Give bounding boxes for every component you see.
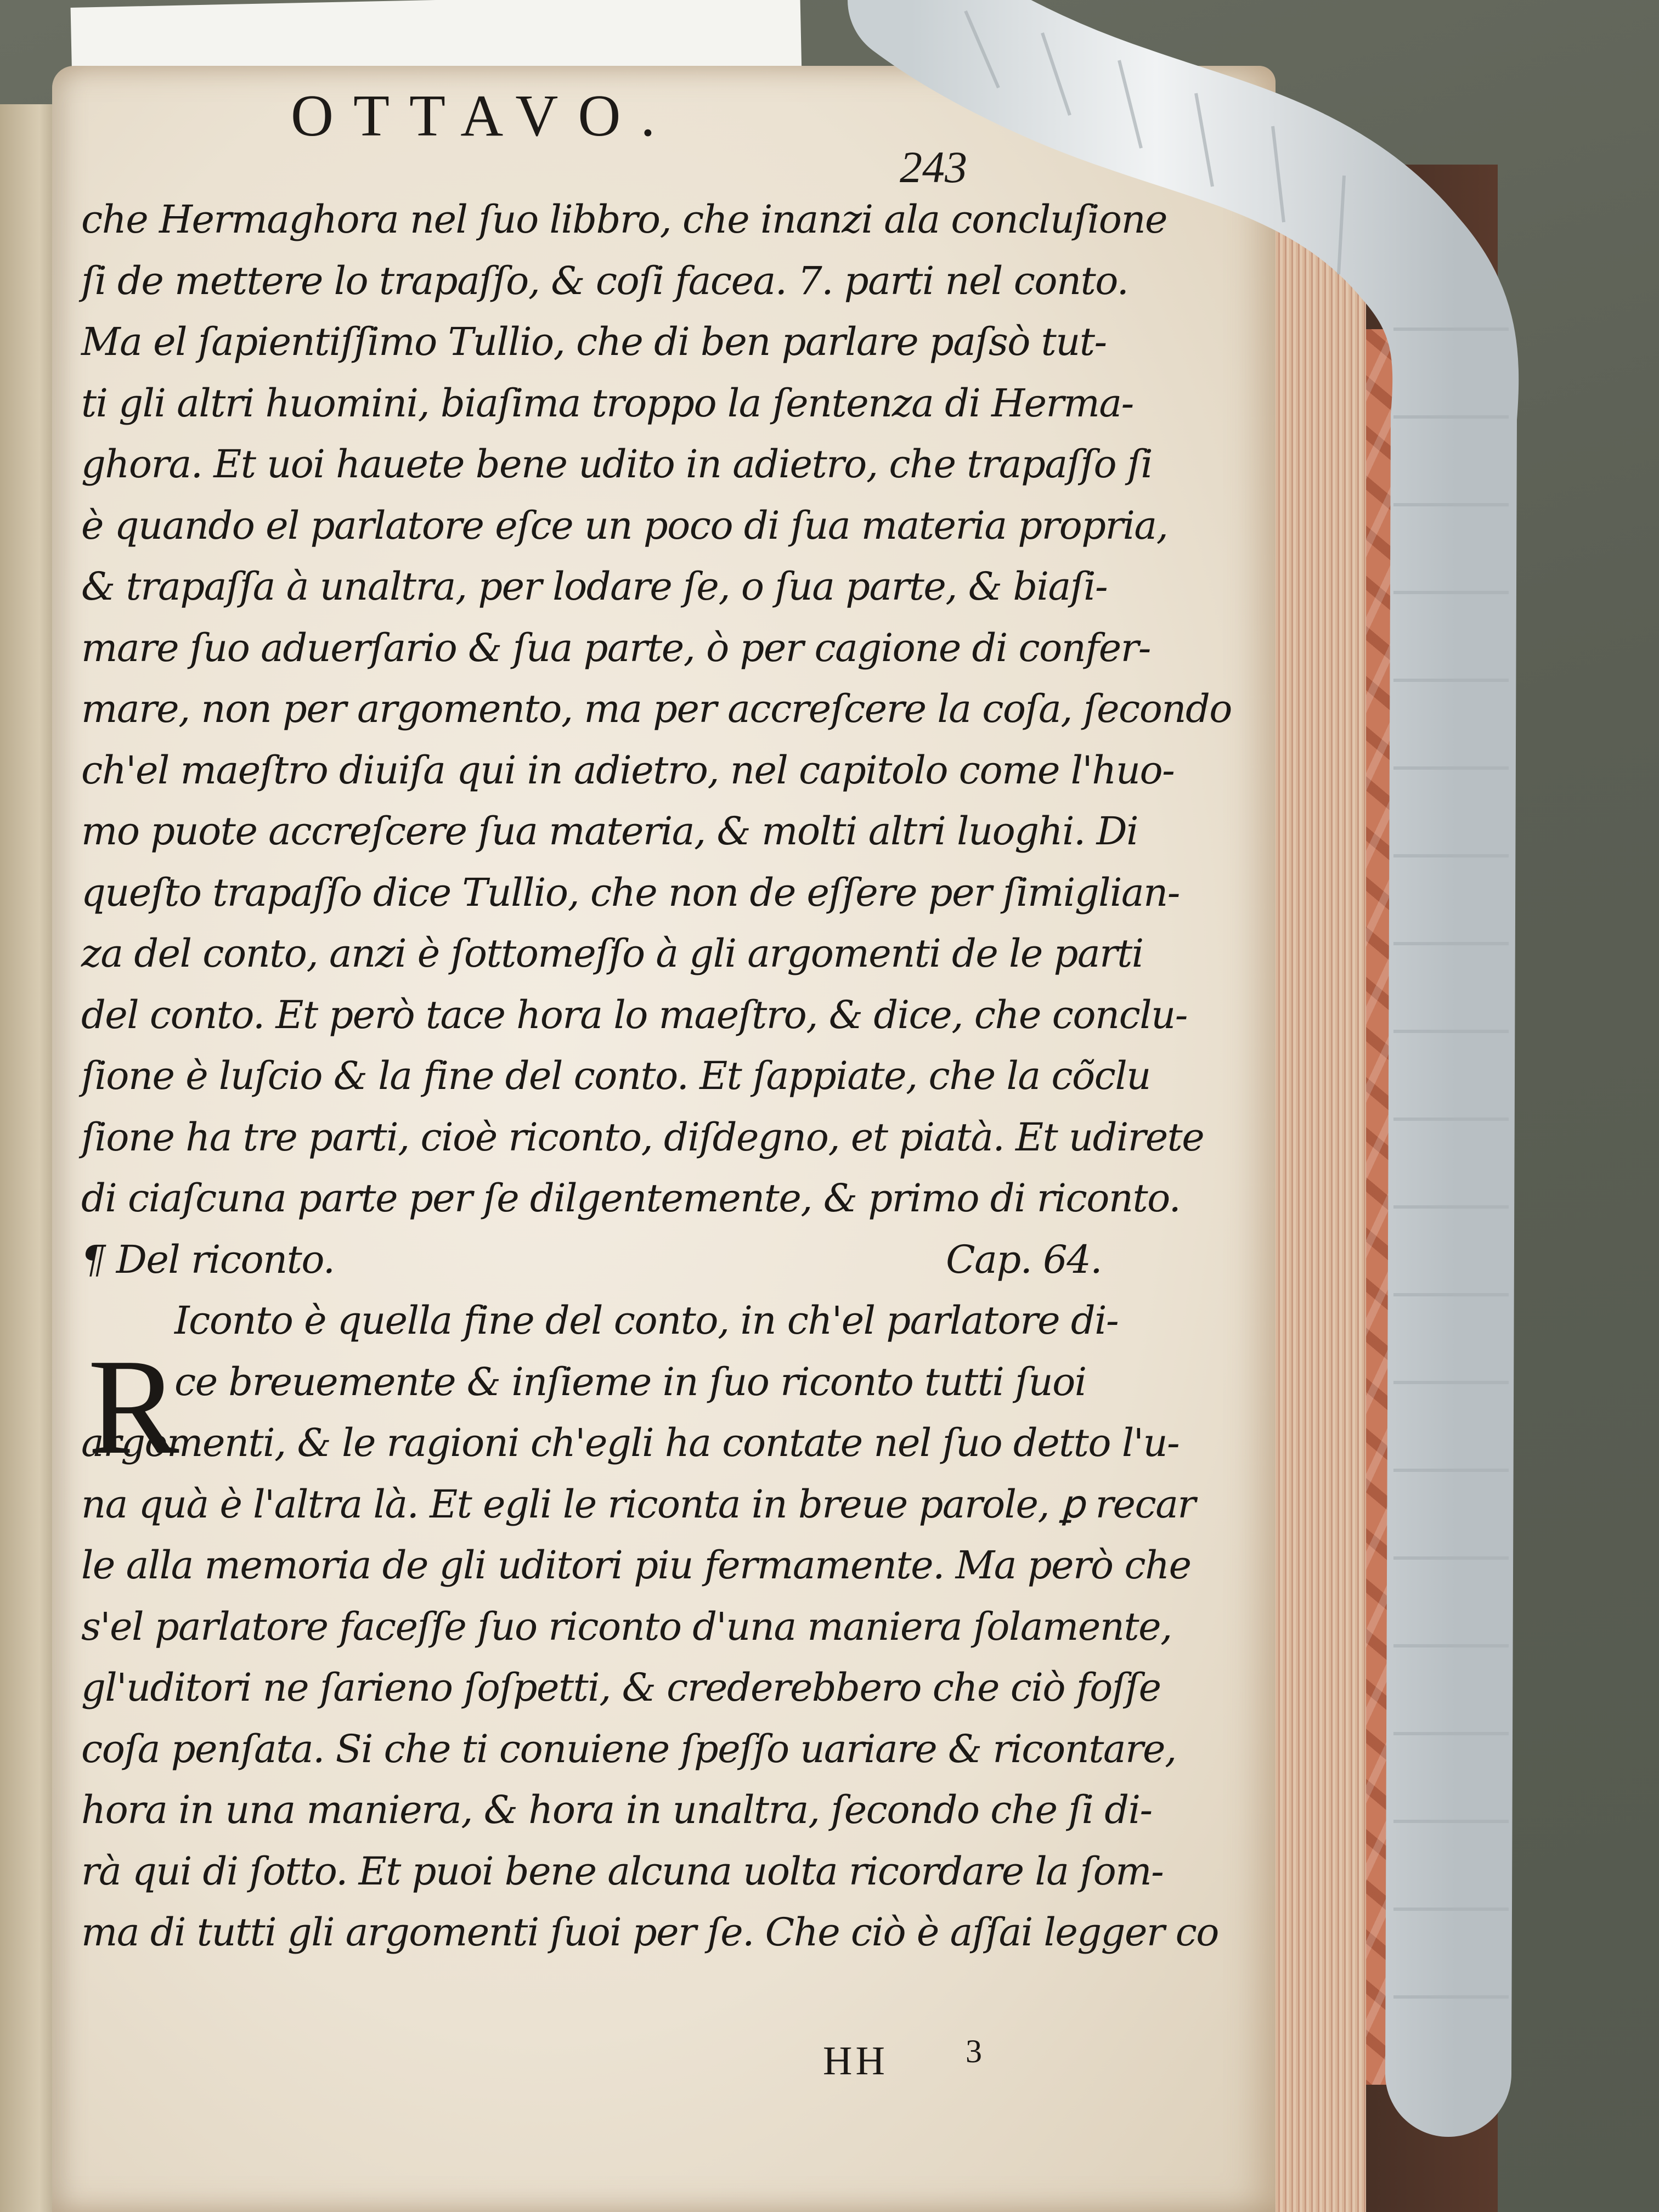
text-line: mare, non per argomento, ma per accreſcere la coſa, ſecondo — [81, 686, 1232, 731]
chapter-heading — [81, 1229, 1102, 1291]
text-line: ſi de mettere lo trapaſſo, & coſi facea. 7. parti nel conto. — [81, 258, 1128, 303]
text-line: che Hermaghora nel ſuo libbro, che inanzi ala concluſione — [81, 197, 1167, 242]
folio-number: 243 — [900, 142, 967, 192]
text-line: ſione ha tre parti, cioè riconto, diſdegno, et piatà. Et udirete — [81, 1114, 1204, 1160]
text-line: ghora. Et uoi hauete bene udito in adietro, che trapaſſo ſi — [81, 442, 1153, 487]
text-line: gl'uditori ne ſarieno ſoſpetti, & crederebbero che ciò foſſe — [81, 1665, 1161, 1710]
text-line: coſa penſata. Si che ti conuiene ſpeſſo uariare & ricontare, — [81, 1726, 1176, 1771]
text-line: le alla memoria de gli uditori piu fermamente. Ma però che — [81, 1543, 1191, 1588]
text-line: del conto. Et però tace hora lo maeſtro, & dice, che conclu- — [81, 992, 1187, 1037]
text-line: queſto trapaſſo dice Tullio, che non de eſſere per ſimiglian- — [81, 870, 1180, 915]
text-line: ti gli altri huomini, biaſima troppo la ſentenza di Herma- — [81, 380, 1133, 426]
chapter-title: ¶ Del riconto. — [81, 1237, 335, 1282]
page-text — [81, 189, 1232, 1963]
text-line: argomenti, & le ragioni ch'egli ha contate nel ſuo detto l'u- — [81, 1420, 1180, 1465]
text-line: Iconto è quella fine del conto, in ch'el parlatore di- — [174, 1298, 1119, 1343]
text-line: ce breuemente & inſieme in ſuo riconto tutti ſuoi — [174, 1359, 1086, 1404]
text-line: è quando el parlatore eſce un poco di ſua materia propria, — [81, 503, 1168, 548]
signature-number: 3 — [966, 2033, 982, 2069]
text-line: na quà è l'altra là. Et egli le riconta in breue parole, ꝑ recar — [81, 1481, 1195, 1527]
chapter-number: Cap. 64. — [946, 1237, 1102, 1282]
text-line: hora in una maniera, & hora in unaltra, ſecondo che ſi di- — [81, 1787, 1152, 1832]
running-title: OTTAVO. — [291, 83, 675, 149]
text-line: za del conto, anzi è ſottomeſſo à gli argomenti de le parti — [81, 931, 1143, 976]
text-line: mare ſuo aduerſario & ſua parte, ò per cagione di confer- — [81, 625, 1150, 670]
text-line: Ma el ſapientiſſimo Tullio, che di ben parlare paſsò tut- — [81, 319, 1107, 364]
signature-mark: HH — [823, 2039, 888, 2084]
marbled-endpaper — [1355, 329, 1487, 2085]
text-line: ſione è luſcio & la fine del conto. Et ſappiate, che la cõclu — [81, 1053, 1150, 1098]
drop-cap-initial: R — [88, 1331, 179, 1483]
text-line: & trapaſſa à unaltra, per lodare ſe, o ſua parte, & biaſi- — [81, 564, 1108, 609]
text-line: ch'el maeſtro diuiſa qui in adietro, nel capitolo come l'huo- — [81, 747, 1175, 793]
text-line: rà qui di ſotto. Et puoi bene alcuna uolta ricordare la ſom- — [81, 1848, 1164, 1894]
text-line: di ciaſcuna parte per ſe dilgentemente, & primo di riconto. — [81, 1176, 1181, 1221]
text-line: s'el parlatore faceſſe ſuo riconto d'una maniera ſolamente, — [81, 1604, 1172, 1649]
text-line: ma di tutti gli argomenti ſuoi per ſe. Che ciò è aſſai legger co — [81, 1910, 1218, 1955]
text-line: mo puote accreſcere ſua materia, & molti altri luoghi. Di — [81, 809, 1138, 854]
